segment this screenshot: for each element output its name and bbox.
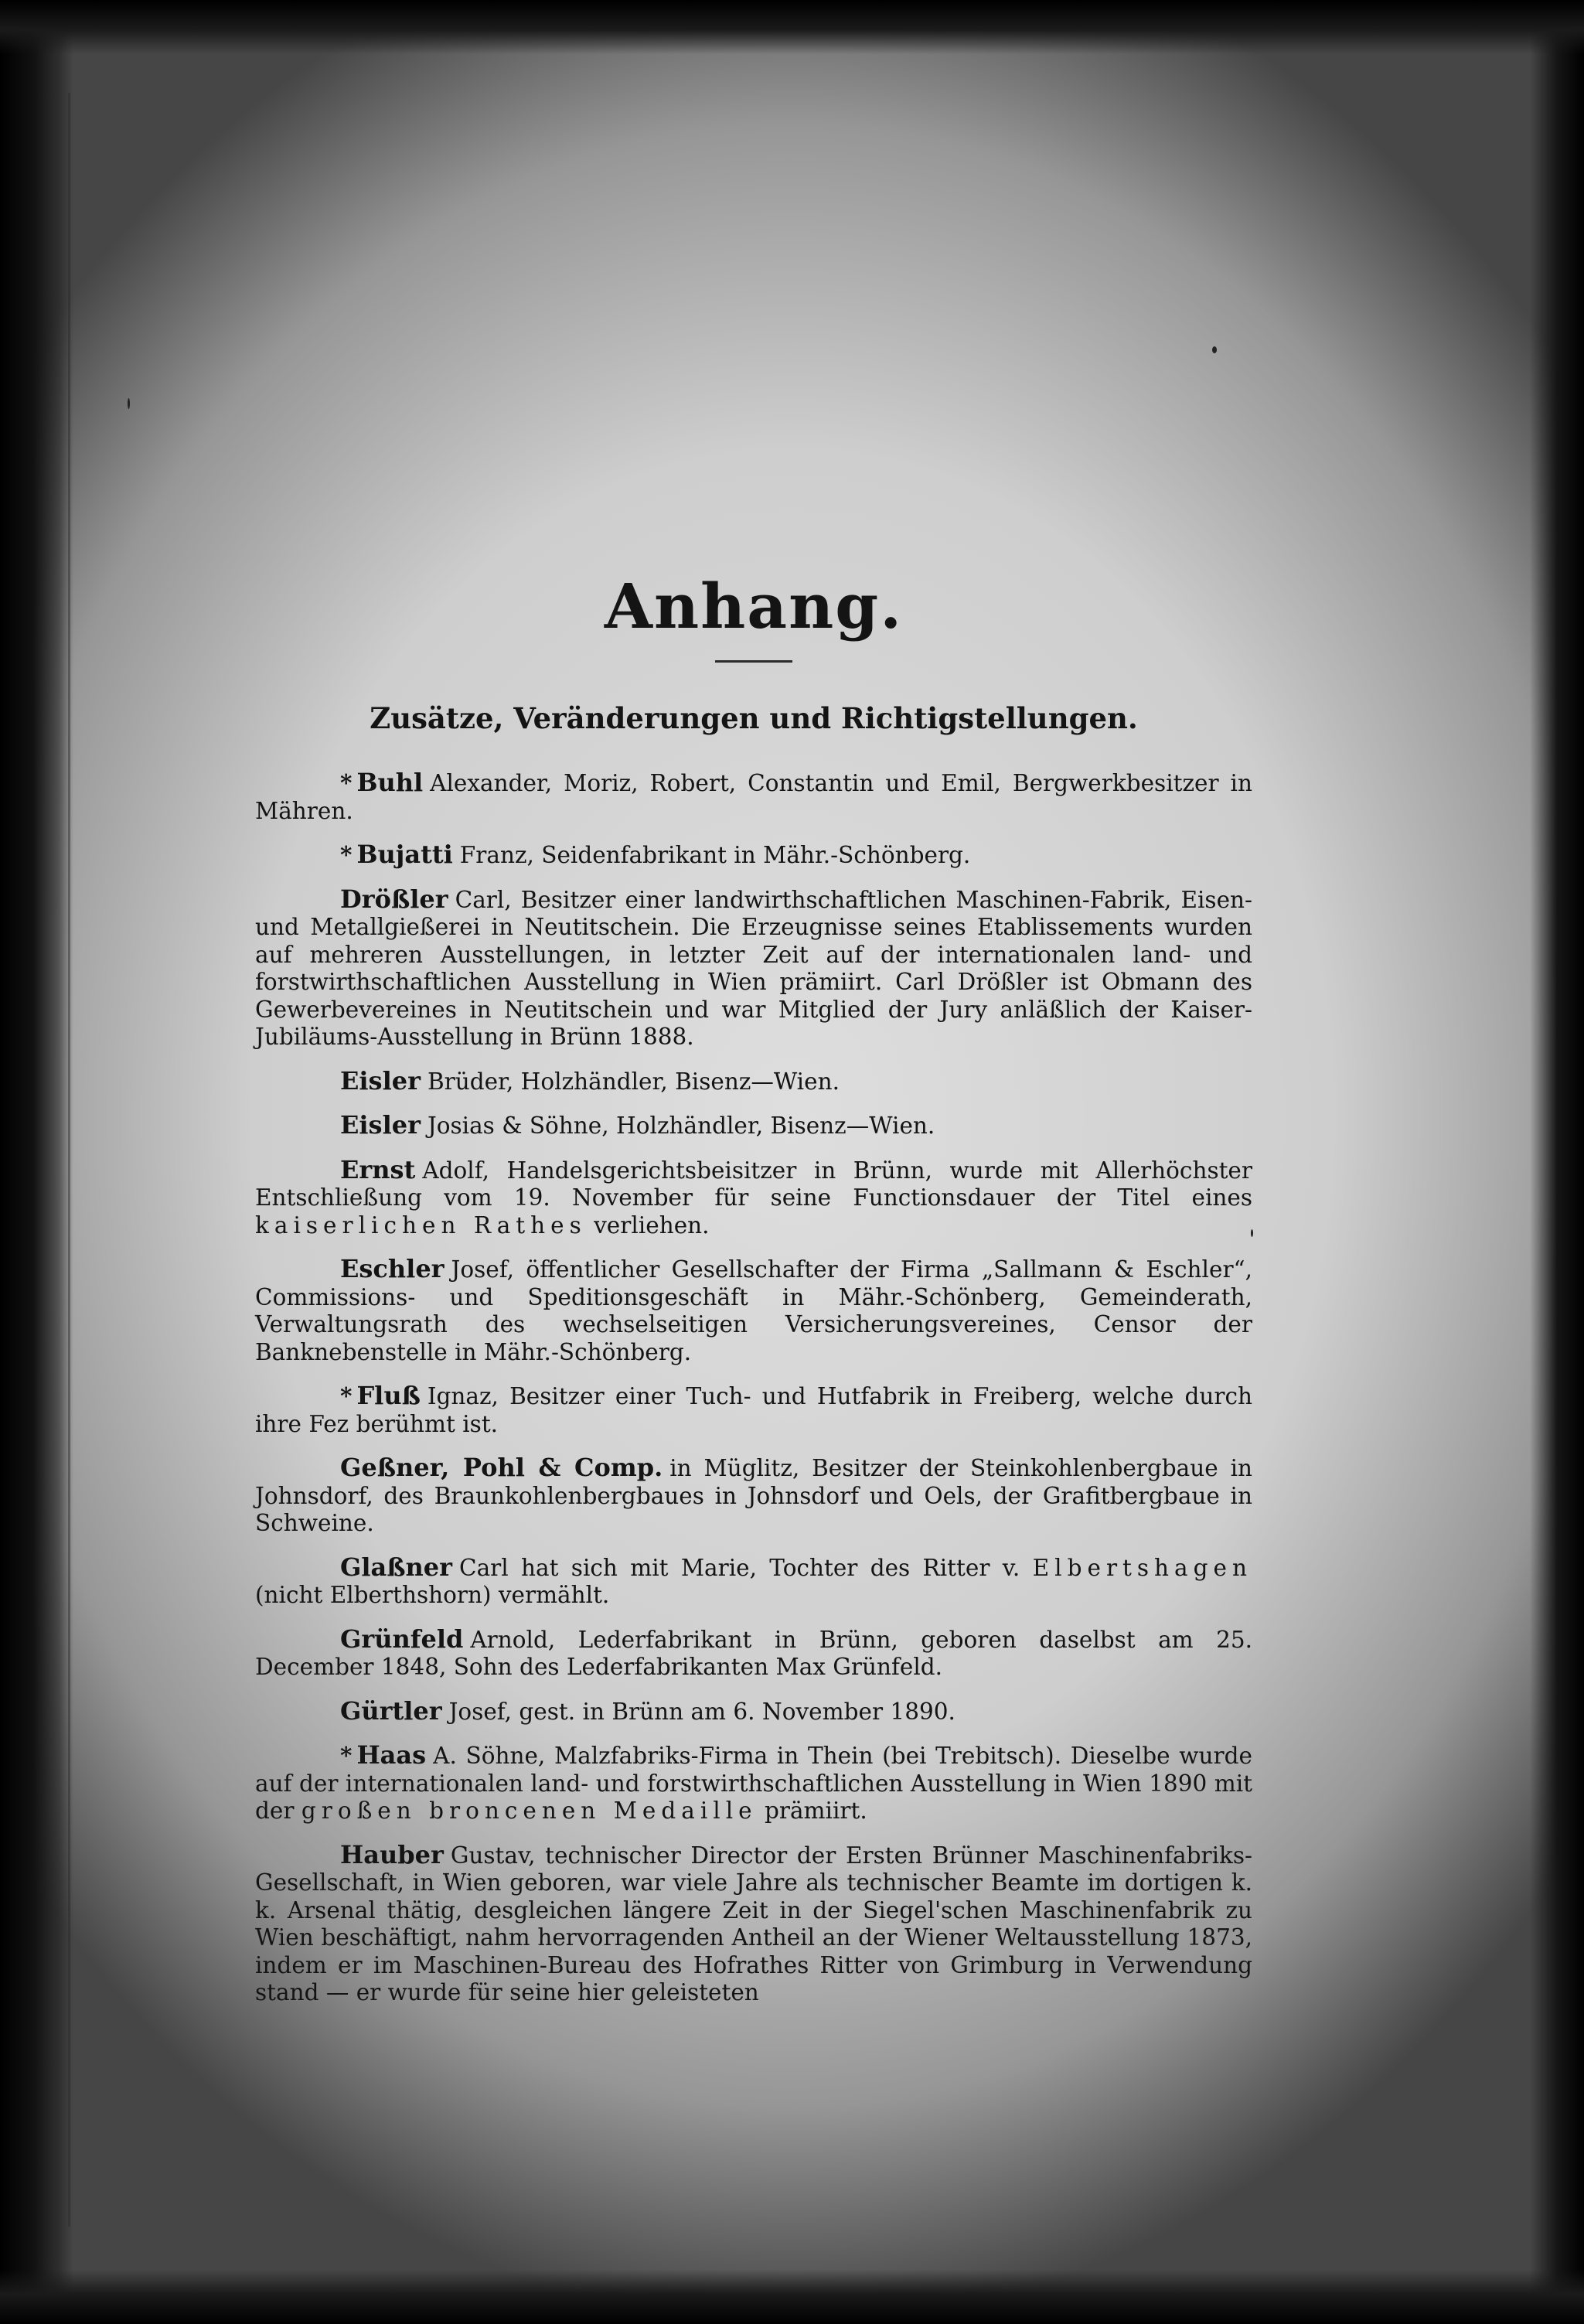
entry-name: Bujatti <box>356 840 453 870</box>
page-fold-line <box>68 93 70 2227</box>
entry-text: Brüder, Holzhändler, Bisenz—Wien. <box>427 1068 840 1095</box>
entry-name: Glaßner <box>340 1552 453 1582</box>
entry-text: Carl hat sich mit Marie, Tochter des Ritter v. <box>459 1554 1020 1581</box>
entry-emphasis: Elbertshagen <box>1032 1554 1252 1581</box>
entry-text: Gustav, technischer Director der Ersten Brünner Maschinenfabriks-Gesellschaft, in Wien geboren, war viele Jahre als technischer Beamte im dortigen k. k. Arsenal thätig, desgleichen längere Zeit in der Siegel'schen Maschinenfabrik zu Wien beschäftigt, nahm hervorragenden Antheil an der Wiener Weltausstellung 1873, indem er im Maschinen-Bureau des Hofrathes Ritter von Grimburg in Verwendung stand — er wurde für seine hier geleisteten <box>255 1842 1252 2006</box>
entry-ernst <box>255 1154 1252 1240</box>
entry-text-tail: (nicht Elberthshorn) vermählt. <box>255 1582 610 1609</box>
entry-text: Franz, Seidenfabrikant in Mähr.-Schönberg. <box>459 842 971 869</box>
scan-border-left <box>0 0 73 2324</box>
entry-text: Arnold, Lederfabrikant in Brünn, geboren daselbst am 25. December 1848, Sohn des Lederfabrikanten Max Grünfeld. <box>255 1626 1252 1681</box>
entry-star: * <box>340 1382 353 1410</box>
entry-eisler-brueder <box>255 1065 1252 1096</box>
entry-name: Geßner, Pohl & Comp. <box>340 1453 663 1483</box>
page-body <box>255 572 1252 2023</box>
entry-emphasis: großen broncenen Medaille <box>301 1798 758 1825</box>
section-subtitle: Zusätze, Veränderungen und Richtigstellungen. <box>370 701 1138 735</box>
entry-text: in Müglitz, Besitzer der Steinkohlenbergbaue in Johnsdorf, des Braunkohlenbergbaues in Johnsdorf und Oels, der Grafitbergbaue in Schweine. <box>255 1455 1253 1537</box>
entry-text: Alexander, Moriz, Robert, Constantin und Emil, Bergwerkbesitzer in Mähren. <box>255 770 1252 824</box>
entry-name: Eschler <box>340 1254 445 1284</box>
entry-guertler <box>255 1695 1252 1726</box>
entry-hauber <box>255 1839 1252 2007</box>
entry-fluss <box>255 1382 1252 1438</box>
entry-eschler <box>255 1256 1252 1366</box>
dust-speck <box>128 398 130 409</box>
entry-name: Hauber <box>340 1839 444 1869</box>
scan-border-right <box>1530 0 1584 2324</box>
entry-text: A. Söhne, Malzfabriks-Firma in Thein (bei Trebitsch). Dieselbe wurde auf der internationalen land- und forstwirthschaftlichen Ausstellung in Wien 1890 mit der <box>255 1743 1252 1825</box>
entry-text: Josias & Söhne, Holzhändler, Bisenz—Wien. <box>427 1113 935 1140</box>
entry-buhl <box>255 769 1252 825</box>
entry-glassner <box>255 1554 1252 1610</box>
page-title: Anhang. <box>604 570 904 642</box>
entry-name: Drößler <box>340 884 448 914</box>
dust-speck <box>1212 346 1217 353</box>
entry-name: Ernst <box>340 1154 416 1184</box>
entry-star: * <box>340 769 353 797</box>
entry-droessler <box>255 886 1252 1051</box>
entry-haas <box>255 1742 1252 1825</box>
entry-name: Buhl <box>356 768 424 798</box>
entry-name: Eisler <box>340 1110 421 1140</box>
entry-text: Adolf, Handelsgerichtsbeisitzer in Brünn, wurde mit Allerhöchster Entschließung vom 19. November für seine Functionsdauer der Titel eines <box>255 1157 1252 1211</box>
entry-eisler-josias <box>255 1112 1252 1140</box>
entry-text: Ignaz, Besitzer einer Tuch- und Hutfabrik in Freiberg, welche durch ihre Fez berühmt ist. <box>255 1383 1252 1437</box>
entry-name: Fluß <box>356 1381 421 1411</box>
entry-bujatti <box>255 841 1252 870</box>
scan-border-bottom <box>0 2270 1584 2324</box>
entry-name: Haas <box>356 1740 427 1770</box>
entry-text: Josef, öffentlicher Gesellschafter der Firma „Sallmann & Eschler“, Commissions- und Speditionsgeschäft in Mähr.-Schönberg, Gemeinderath, Verwaltungsrath des wechselseitigen Versicherungsvereines, Censor der Banknebenstelle in Mähr.-Schönberg. <box>255 1256 1252 1365</box>
entry-text: Josef, gest. in Brünn am 6. November 1890. <box>448 1698 956 1725</box>
entry-name: Eisler <box>340 1065 421 1096</box>
entry-text: Carl, Besitzer einer landwirthschaftlichen Maschinen-Fabrik, Eisen- und Metallgießerei in Neutitschein. Die Erzeugnisse seines Etablissements wurden auf mehreren Ausstellungen, in letzter Zeit auf der internationalen land- und forstwirthschaftlichen Ausstellung in Wien prämiirt. Carl Drößler ist Obmann des Gewerbevereines in Neutitschein und war Mitglied der Jury anläßlich der Kaiser-Jubiläums-Ausstellung in Brünn 1888. <box>255 886 1252 1051</box>
title-divider <box>715 660 792 663</box>
entry-text-tail: prämiirt. <box>764 1798 867 1825</box>
entry-name: Grünfeld <box>340 1624 464 1654</box>
scan-border-top <box>0 0 1584 54</box>
entry-star: * <box>340 1742 353 1770</box>
entry-text-tail: verliehen. <box>594 1211 710 1239</box>
entry-star: * <box>340 841 353 869</box>
entry-gessner-pohl <box>255 1454 1252 1538</box>
entry-gruenfeld <box>255 1626 1252 1682</box>
entry-name: Gürtler <box>340 1695 442 1726</box>
entry-emphasis: kaiserlichen Rathes <box>255 1211 587 1239</box>
